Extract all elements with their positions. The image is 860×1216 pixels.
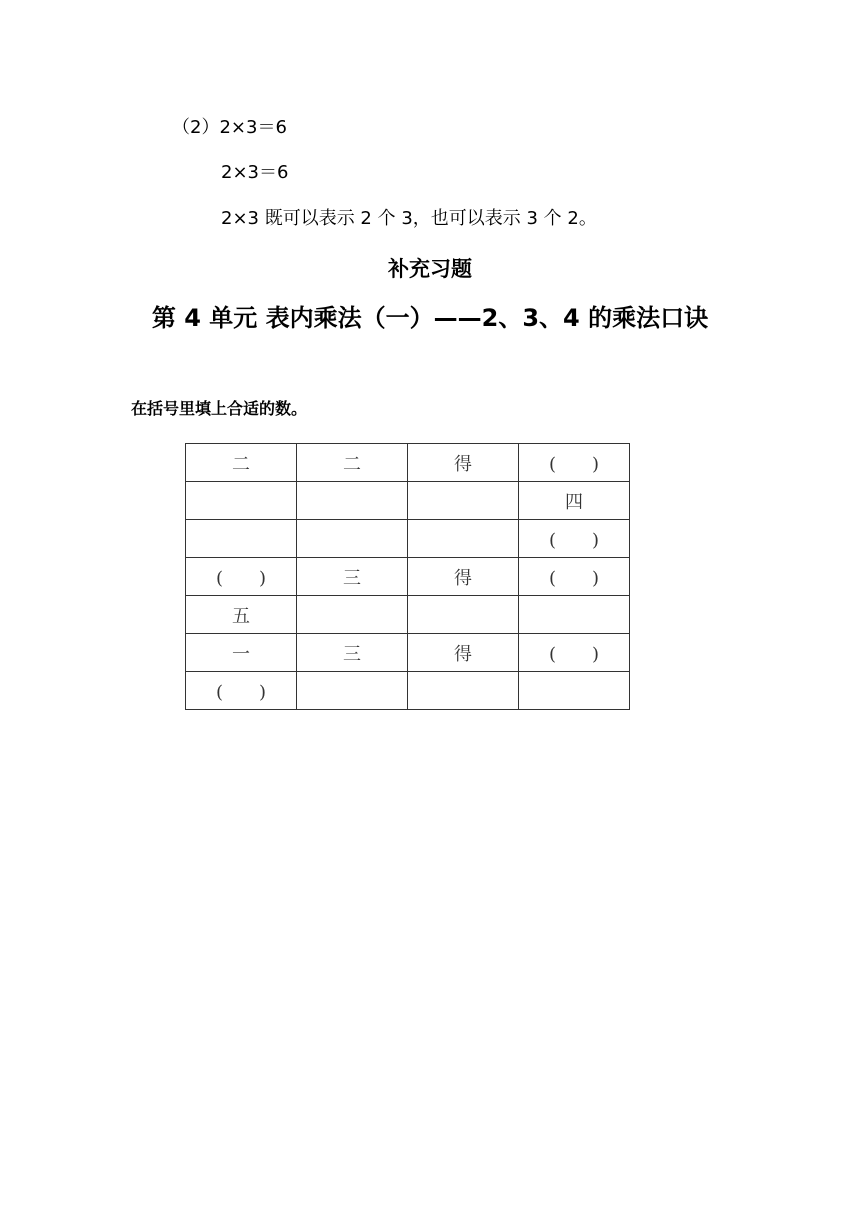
fill-in-table bbox=[185, 443, 630, 710]
table-row bbox=[186, 520, 630, 558]
answer-line-3: 2×3 既可以表示 2 个 3，也可以表示 3 个 2。 bbox=[221, 208, 597, 229]
table-cell: 二 bbox=[186, 444, 297, 482]
table-row bbox=[186, 444, 630, 482]
table-cell: 四 bbox=[519, 482, 630, 520]
unit-title: 第 4 单元 表内乘法（一）——2、3、4 的乘法口诀 bbox=[151, 304, 709, 332]
table-cell bbox=[408, 596, 519, 634]
table-cell bbox=[408, 482, 519, 520]
blank-cell[interactable]: ( ) bbox=[519, 634, 630, 672]
table-cell: 得 bbox=[408, 444, 519, 482]
instruction-text: 在括号里填上合适的数。 bbox=[131, 399, 308, 418]
table-cell bbox=[408, 672, 519, 710]
answer-line-2: 2×3＝6 bbox=[221, 162, 289, 183]
table-cell: 五 bbox=[186, 596, 297, 634]
table-row bbox=[186, 596, 630, 634]
blank-cell[interactable]: ( ) bbox=[519, 444, 630, 482]
blank-cell[interactable]: ( ) bbox=[186, 672, 297, 710]
supplement-title: 补充习题 bbox=[388, 256, 472, 281]
table-cell: 一 bbox=[186, 634, 297, 672]
table-cell: 得 bbox=[408, 634, 519, 672]
table-cell: 三 bbox=[297, 558, 408, 596]
table-cell bbox=[519, 596, 630, 634]
table-cell bbox=[297, 482, 408, 520]
table-cell: 三 bbox=[297, 634, 408, 672]
table-cell bbox=[297, 672, 408, 710]
answer-line-1: （2）2×3＝6 bbox=[172, 117, 287, 138]
table-cell: 得 bbox=[408, 558, 519, 596]
blank-cell[interactable]: ( ) bbox=[186, 558, 297, 596]
table-row bbox=[186, 482, 630, 520]
table-row bbox=[186, 558, 630, 596]
table-row bbox=[186, 672, 630, 710]
table-cell: 二 bbox=[297, 444, 408, 482]
table-cell bbox=[297, 596, 408, 634]
table-cell bbox=[408, 520, 519, 558]
table-cell bbox=[186, 520, 297, 558]
table-cell bbox=[297, 520, 408, 558]
table-cell bbox=[519, 672, 630, 710]
table-row bbox=[186, 634, 630, 672]
blank-cell[interactable]: ( ) bbox=[519, 558, 630, 596]
blank-cell[interactable]: ( ) bbox=[519, 520, 630, 558]
table-cell bbox=[186, 482, 297, 520]
